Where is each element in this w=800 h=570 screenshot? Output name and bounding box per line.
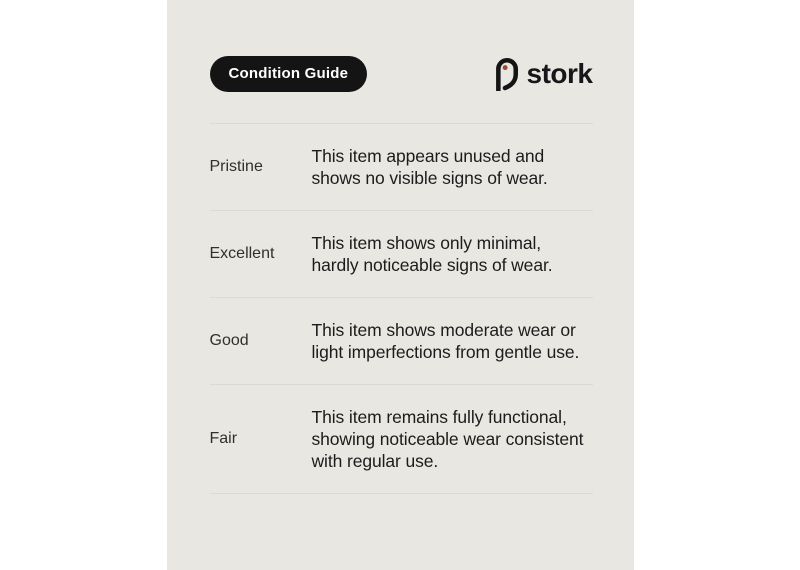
condition-label: Excellent (209, 245, 275, 262)
stork-brand-lockup (492, 56, 593, 91)
condition-description: This item shows only minimal, hardly noticeable signs of wear. (311, 233, 553, 275)
condition-guide-panel (167, 0, 634, 570)
condition-table (210, 123, 593, 494)
condition-label: Good (209, 332, 249, 349)
condition-label: Fair (209, 430, 238, 447)
condition-label: Pristine (209, 158, 263, 175)
condition-guide-badge[interactable]: Condition Guide (210, 56, 368, 92)
table-row-fair (210, 384, 593, 493)
stork-bird-icon (492, 56, 521, 91)
table-bottom-divider (210, 493, 593, 494)
condition-description: This item shows moderate wear or light imperfections from gentle use. (311, 320, 580, 362)
table-row-good (210, 297, 593, 384)
condition-description: This item appears unused and shows no visible signs of wear. (311, 146, 548, 188)
condition-description: This item remains fully functional, showing noticeable wear consistent with regular use. (311, 407, 584, 471)
stork-wordmark: stork (526, 57, 593, 89)
table-row-pristine (210, 123, 593, 210)
table-row-excellent (210, 210, 593, 297)
panel-header (210, 0, 593, 92)
